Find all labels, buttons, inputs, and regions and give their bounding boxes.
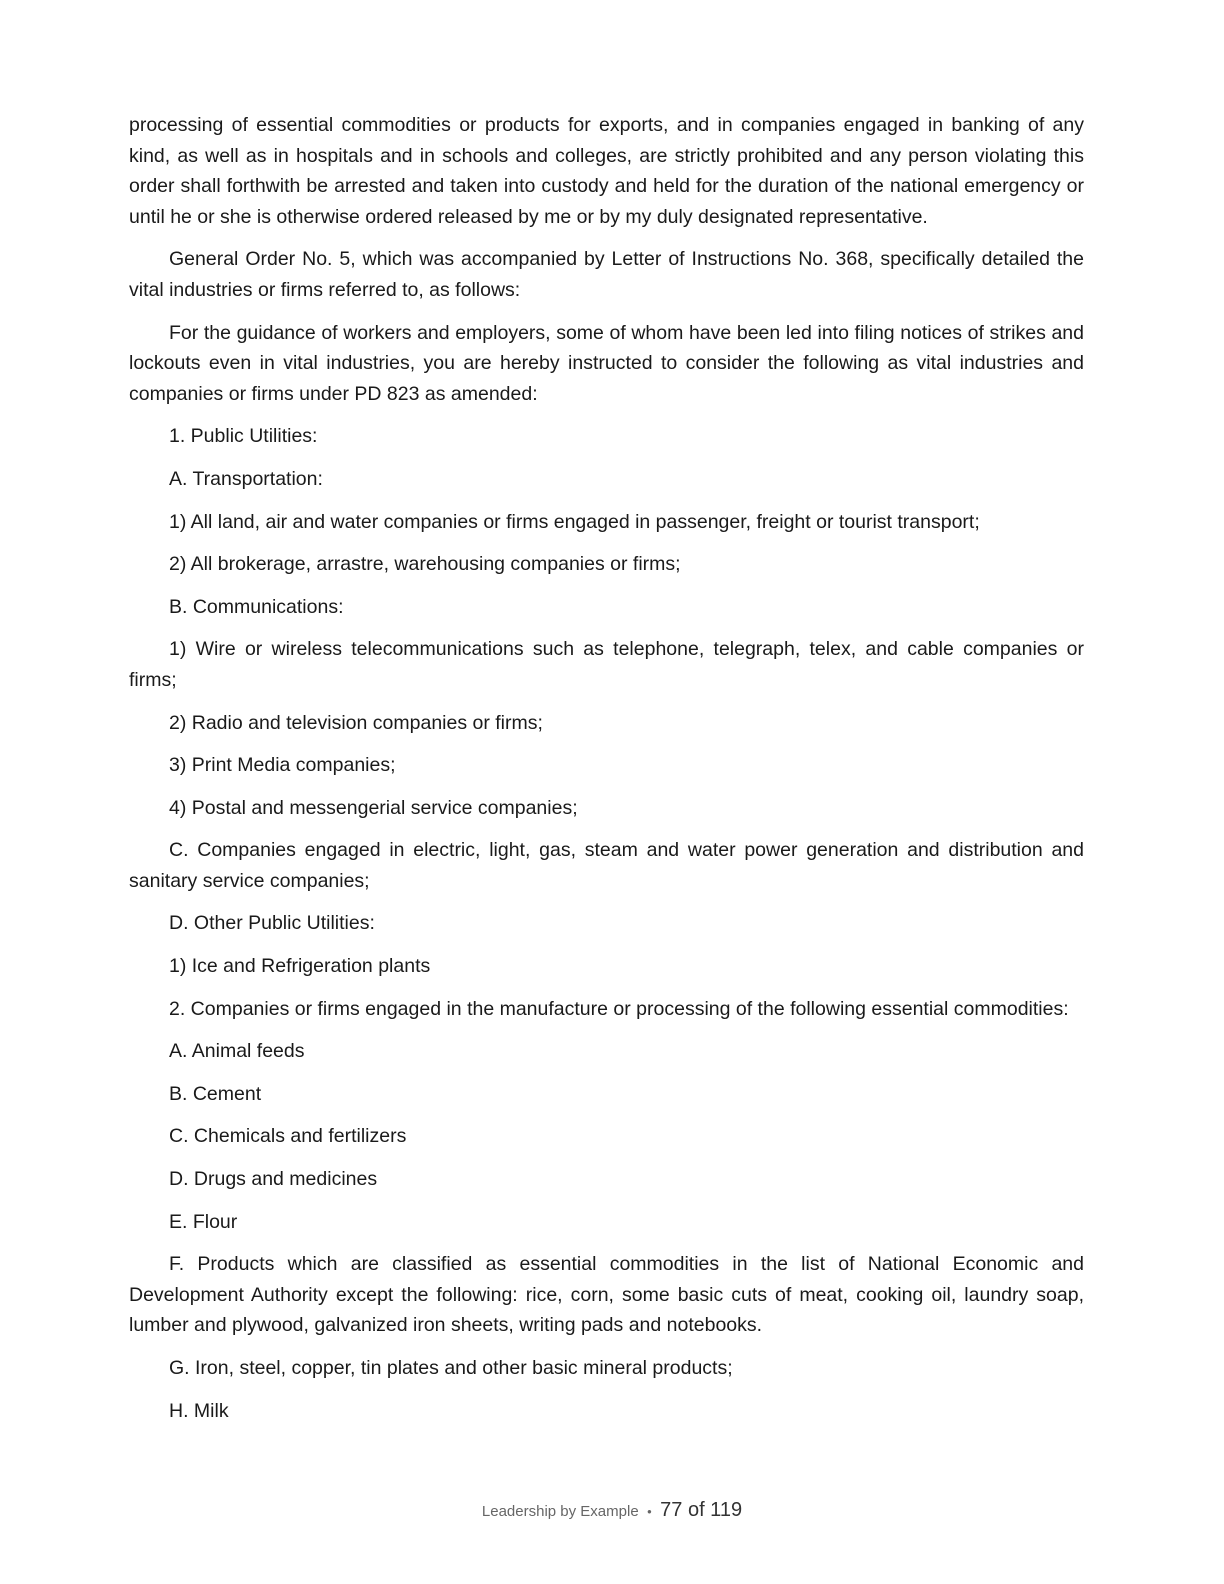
list-item: 3) Print Media companies; <box>169 754 396 777</box>
list-item: C. Companies engaged in electric, light, gas, steam and water power generation and distribution and sanitary service companies; <box>129 839 1084 892</box>
list-item: 1) All land, air and water companies or firms engaged in passenger, freight or tourist transport; <box>169 510 980 533</box>
list-item: 1. Public Utilities: <box>169 425 318 448</box>
footer-bullet: • <box>647 1504 652 1519</box>
list-item: 4) Postal and messengerial service companies; <box>169 796 578 819</box>
list-item: B. Cement <box>169 1082 262 1105</box>
list-item: 1) Ice and Refrigeration plants <box>169 955 431 978</box>
list-item: G. Iron, steel, copper, tin plates and other basic mineral products; <box>169 1357 733 1379</box>
list-item: C. Chemicals and fertilizers <box>169 1125 407 1148</box>
list-item: B. Communications: <box>169 595 344 618</box>
footer-title: Leadership by Example <box>481 1503 639 1520</box>
paragraph: For the guidance of workers and employers, some of whom have been led into filing notices of strikes and lockouts even in vital industries, you are hereby instructed to consider the following as vital industries and companies or firms under PD 823 as amended: <box>129 321 1084 405</box>
page-footer <box>0 1499 1224 1522</box>
list-item: 2) Radio and television companies or firms; <box>169 711 543 734</box>
paragraph: processing of essential commodities or products for exports, and in companies engaged in banking of any kind, as well as in hospitals and in schools and colleges, are strictly prohibited and any person violating this order shall forthwith be arrested and taken into custody and held for the duration of the national emergency or until he or she is otherwise ordered released by me or by my duly designated representative. <box>129 114 1084 228</box>
list-item: H. Milk <box>169 1399 229 1422</box>
list-item: A. Transportation: <box>169 467 323 490</box>
list-item: E. Flour <box>169 1210 238 1233</box>
list-item: 2. Companies or firms engaged in the manufacture or processing of the following essential commodities: <box>169 997 1069 1020</box>
list-item: D. Other Public Utilities: <box>169 912 375 935</box>
page-number: 77 of 119 <box>660 1499 743 1521</box>
document-body <box>129 110 1084 1426</box>
list-item: F. Products which are classified as essential commodities in the list of National Economic and Development Authority except the following: rice, corn, some basic cuts of meat, cooking oil, laundry soap, lumber and plywood, galvanized iron sheets, writing pads and notebooks. <box>129 1253 1084 1337</box>
list-item: 2) All brokerage, arrastre, warehousing companies or firms; <box>169 553 681 576</box>
list-item: A. Animal feeds <box>169 1040 305 1063</box>
list-item: D. Drugs and medicines <box>169 1168 378 1191</box>
paragraph: General Order No. 5, which was accompanied by Letter of Instructions No. 368, specifically detailed the vital industries or firms referred to, as follows: <box>129 248 1084 301</box>
list-item: 1) Wire or wireless telecommunications such as telephone, telegraph, telex, and cable companies or firms; <box>129 638 1084 691</box>
